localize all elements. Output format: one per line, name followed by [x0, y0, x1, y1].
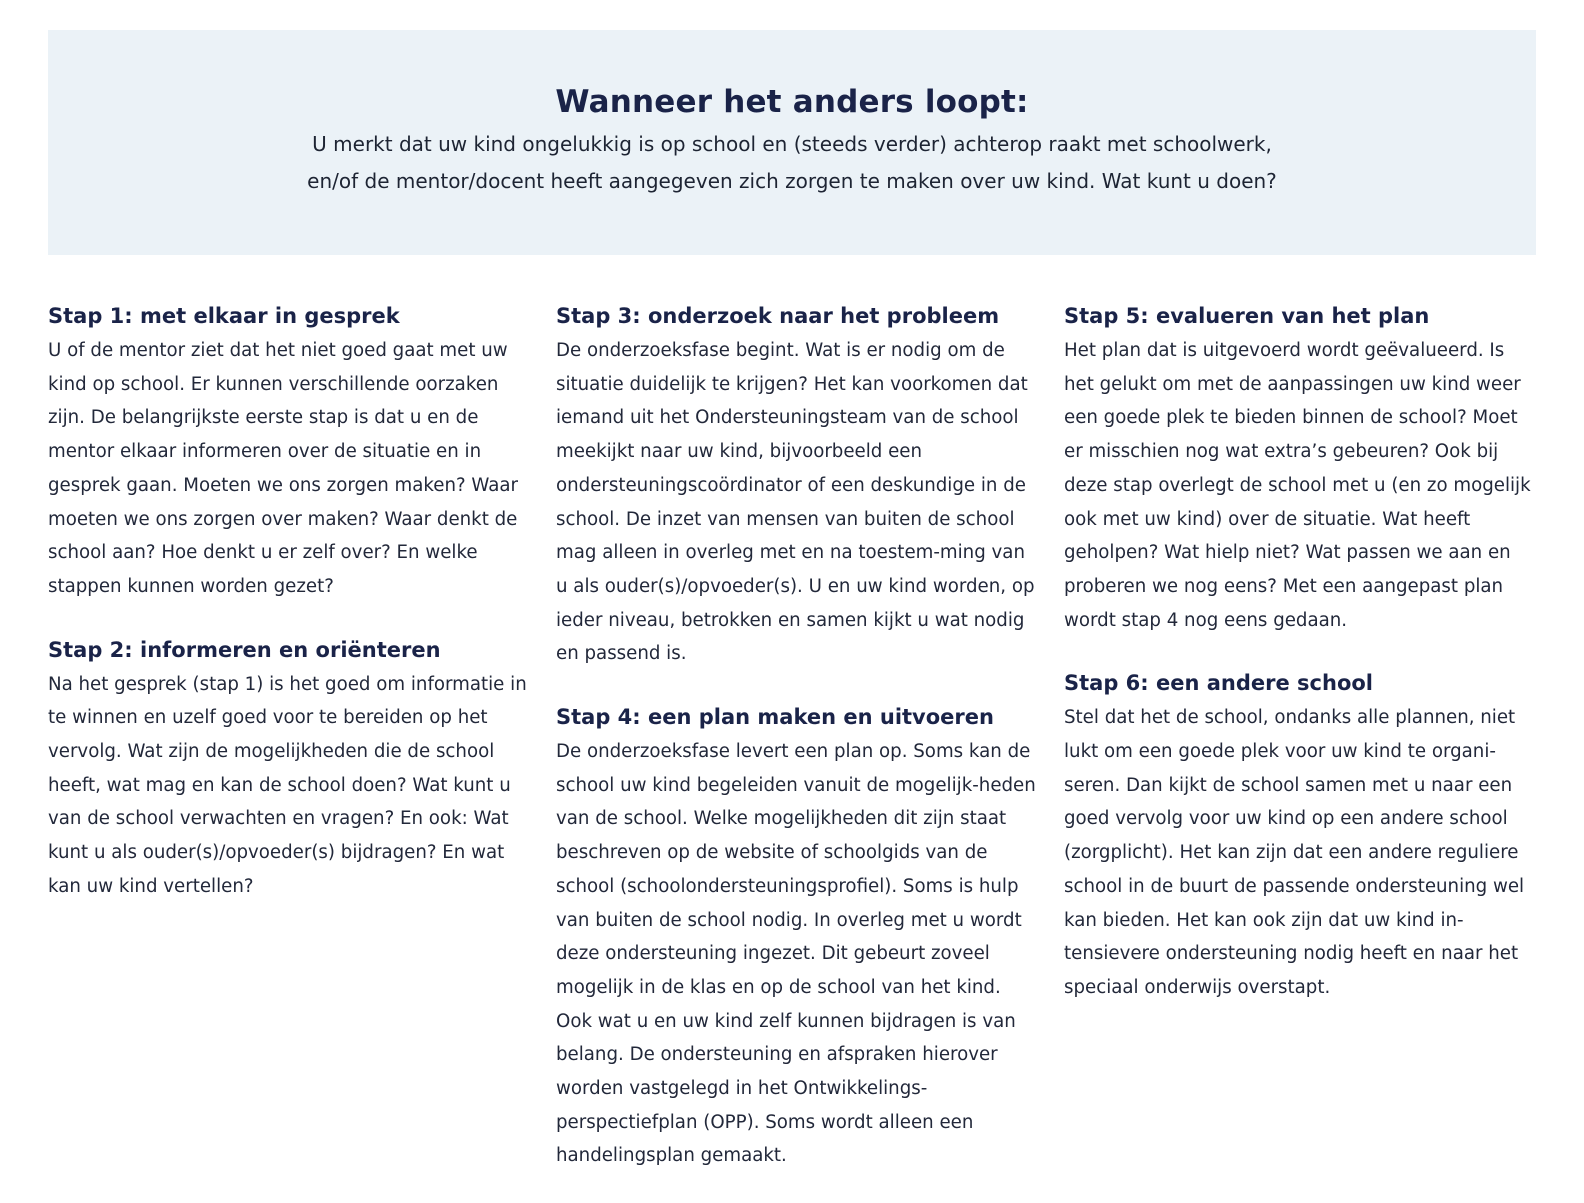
- intro-banner: [48, 30, 1536, 255]
- column-3: [1064, 300, 1536, 1035]
- step-5: [1064, 300, 1536, 637]
- step-1-title: Stap 1: met elkaar in gesprek: [48, 304, 400, 328]
- page-title: Wanneer het anders loopt:: [555, 84, 1029, 120]
- step-2-body: Na het gesprek (stap 1) is het goed om informatie in te winnen en uzelf goed voor te bereiden op het vervolg. Wat zijn de mogelijkheden die de school heeft, wat mag en kan de school doen? Wat kunt u van de school verwachten en vragen? En ook: Wat kunt u als ouder(s)/opvoeder(s) bijdragen? En wat kan uw kind vertellen?: [48, 673, 527, 897]
- step-6-body: Stel dat het de school, ondanks alle plannen, niet lukt om een goede plek voor uw kind te organi-seren. Dan kijkt de school samen met u naar een goed vervolg voor uw kind op een andere school (zorgplicht). Het kan zijn dat een andere reguliere school in de buurt de passende ondersteuning wel kan bieden. Het kan ook zijn dat uw kind in-tensievere ondersteuning nodig heeft en naar het speciaal onderwijs overstapt.: [1064, 707, 1525, 998]
- step-4: [556, 701, 1036, 1173]
- step-5-title: Stap 5: evalueren van het plan: [1064, 304, 1430, 328]
- column-1: [48, 300, 528, 934]
- step-5-body: Het plan dat is uitgevoerd wordt geëvalueerd. Is het gelukt om met de aanpassingen uw kind weer een goede plek te bieden binnen de school? Moet er misschien nog wat extra’s gebeuren? Ook bij deze stap overlegt de school met u (en zo mogelijk ook met uw kind) over de situatie. Wat heeft geholpen? Wat hielp niet? Wat passen we aan en proberen we nog eens? Met een aangepast plan wordt stap 4 nog eens gedaan.: [1064, 340, 1531, 631]
- step-3-title: Stap 3: onderzoek naar het probleem: [556, 304, 1000, 328]
- step-4-title: Stap 4: een plan maken en uitvoeren: [556, 705, 994, 730]
- step-2: [48, 634, 528, 904]
- step-6: [1064, 667, 1536, 1004]
- step-6-title: Stap 6: een andere school: [1064, 671, 1374, 696]
- step-3-body: De onderzoeksfase begint. Wat is er nodig om de situatie duidelijk te krijgen? Het kan voorkomen dat iemand uit het Ondersteuningsteam van de school meekijkt naar uw kind, bijvoorbeeld een ondersteuningscoördinator of een deskundige in de school. De inzet van mensen van buiten de school mag alleen in overleg met en na toestem-ming van u als ouder(s)/opvoeder(s). U en uw kind worden, op ieder niveau, betrokken en samen kijkt u wat nodig en passend is.: [556, 340, 1035, 665]
- step-2-title: Stap 2: informeren en oriënteren: [48, 637, 441, 662]
- step-3: [556, 300, 1036, 671]
- intro-line-1: U merkt dat uw kind ongelukkig is op school en (steeds verder) achterop raakt met schoolwerk,: [312, 132, 1272, 156]
- column-2: [556, 300, 1036, 1203]
- step-1-body: U of de mentor ziet dat het niet goed gaat met uw kind op school. Er kunnen verschillende oorzaken zijn. De belangrijkste eerste stap is dat u en de mentor elkaar informeren over de situatie en in gesprek gaan. Moeten we ons zorgen maken? Waar moeten we ons zorgen over maken? Waar denkt de school aan? Hoe denkt u er zelf over? En welke stappen kunnen worden gezet?: [48, 340, 519, 597]
- step-1: [48, 300, 528, 604]
- step-4-body: De onderzoeksfase levert een plan op. Soms kan de school uw kind begeleiden vanuit de mogelijk-heden van de school. Welke mogelijkheden dit zijn staat beschreven op de website of schoolgids van de school (schoolondersteuningsprofiel). Soms is hulp van buiten de school nodig. In overleg met u wordt deze ondersteuning ingezet. Dit gebeurt zoveel mogelijk in de klas en op de school van het kind. Ook wat u en uw kind zelf kunnen bijdragen is van belang. De ondersteuning en afspraken hierover worden vastgelegd in het Ontwikkelings-perspectiefplan (OPP). Soms wordt alleen een handelingsplan gemaakt.: [556, 741, 1036, 1167]
- intro-line-2: en/of de mentor/docent heeft aangegeven zich zorgen te maken over uw kind. Wat kunt u doen?: [307, 169, 1277, 193]
